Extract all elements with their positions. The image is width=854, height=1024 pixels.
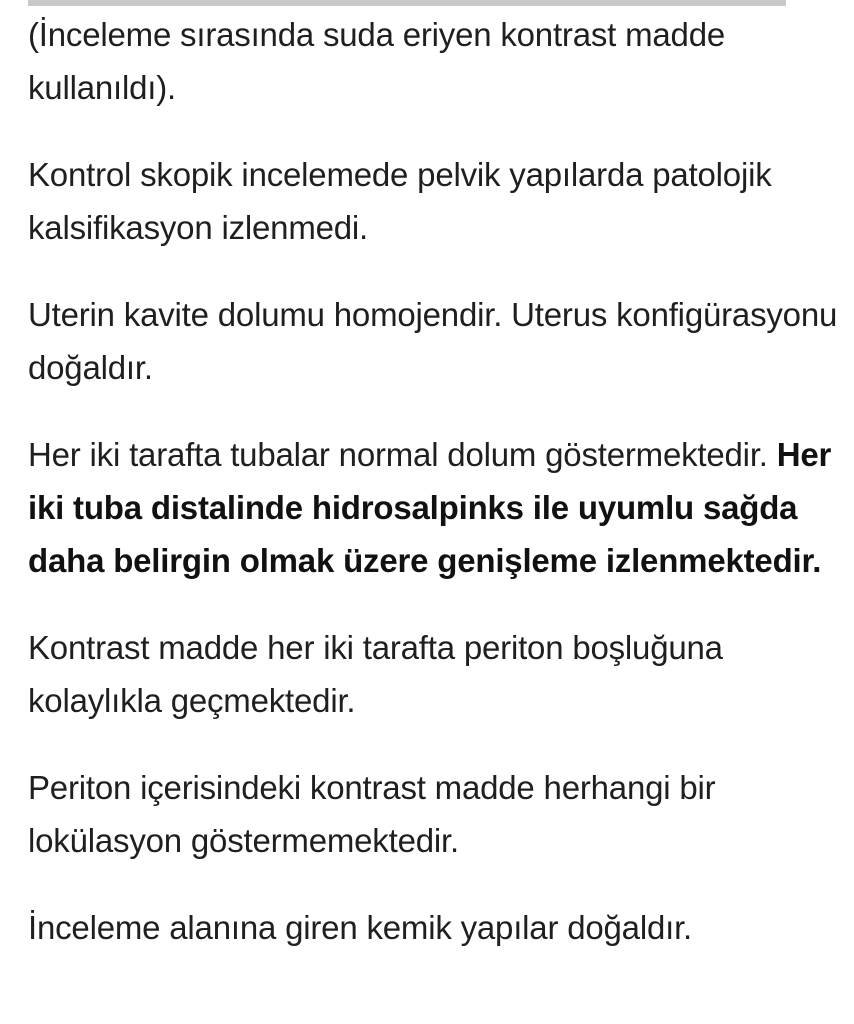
paragraph-text: Periton içerisindeki kontrast madde herhangi bir lokülasyon göstermemektedir. [28, 769, 716, 859]
paragraph-text: Kontrol skopik incelemede pelvik yapılarda patolojik kalsifikasyon izlenmedi. [28, 156, 772, 246]
paragraph-text: İnceleme alanına giren kemik yapılar doğaldır. [28, 909, 693, 946]
paragraph-calcification [28, 148, 838, 254]
paragraph-text: Uterin kavite dolumu homojendir. Uterus konfigürasyonu doğaldır. [28, 296, 838, 386]
report-text [28, 8, 838, 988]
scroll-indicator-bar [28, 0, 786, 6]
paragraph-uterus [28, 288, 838, 394]
paragraph-contrast-note [28, 8, 838, 114]
paragraph-text: Her iki tarafta tubalar normal dolum göstermektedir. [28, 436, 768, 473]
paragraph-loculation [28, 761, 838, 867]
paragraph-text: Kontrast madde her iki tarafta periton boşluğuna kolaylıkla geçmektedir. [28, 629, 723, 719]
highlighted-finding: Her iki tuba distalinde hidrosalpinks ile uyumlu sağda daha belirgin olmak üzere genişleme izlenmektedir. [28, 436, 832, 579]
paragraph-text: (İnceleme sırasında suda eriyen kontrast madde kullanıldı). [28, 16, 725, 106]
paragraph-peritoneum-passage [28, 621, 838, 727]
paragraph-bones [28, 901, 838, 954]
paragraph-tubes [28, 428, 838, 587]
